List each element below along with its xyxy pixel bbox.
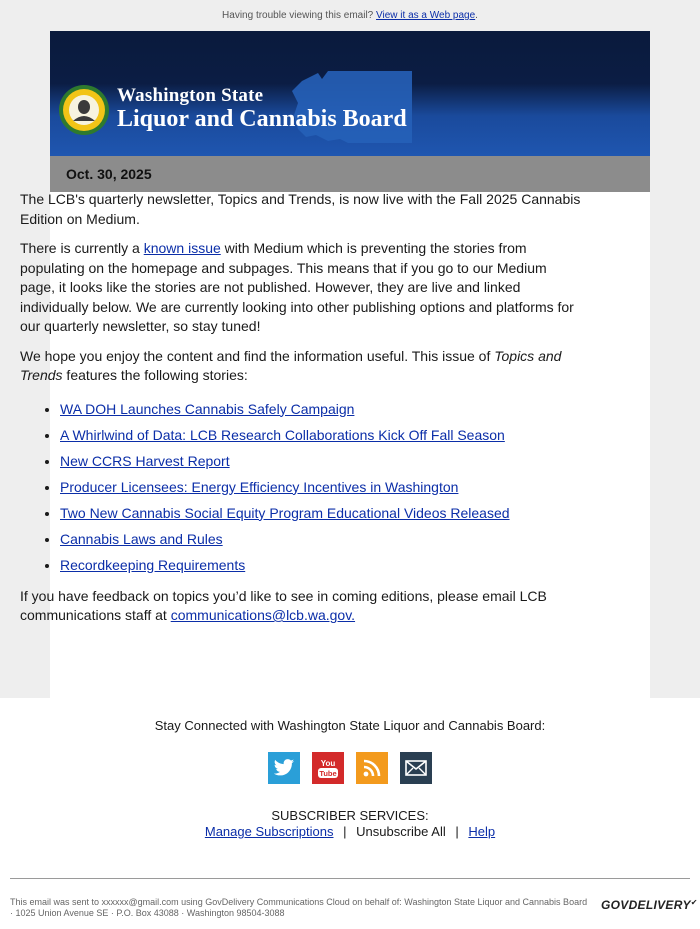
youtube-button[interactable] — [312, 752, 344, 784]
known-issue-paragraph — [20, 239, 585, 337]
social-icons — [0, 752, 700, 784]
separator: | — [455, 824, 459, 839]
list-item — [60, 556, 585, 575]
rss-button[interactable] — [356, 752, 388, 784]
list-item — [60, 478, 585, 497]
list-item — [60, 426, 585, 445]
subscriber-links — [0, 824, 700, 839]
footer-divider — [10, 878, 690, 879]
washington-state-seal-icon — [58, 84, 110, 136]
view-web-page-link[interactable]: View it as a Web page — [376, 10, 476, 21]
story-link-ccrs-harvest[interactable]: New CCRS Harvest Report — [60, 452, 230, 469]
paragraph-text: features the following stories: — [62, 367, 248, 383]
header-banner — [50, 31, 650, 156]
stories-intro-paragraph — [20, 347, 585, 386]
youtube-icon — [315, 755, 341, 781]
list-item — [60, 504, 585, 523]
unsubscribe-all-link[interactable]: Unsubscribe All — [356, 824, 446, 839]
footer-text: This email was sent to xxxxxx@gmail.com using GovDelivery Communications Cloud on behalf of: Washington State Liquor and Cannabis Board · 1025 Union Avenue SE · P.O. Box 43088 · Washington 98504-3088 — [10, 897, 588, 918]
story-link-social-equity-videos[interactable]: Two New Cannabis Social Equity Program Educational Videos Released — [60, 504, 510, 521]
email-body — [20, 190, 585, 636]
paragraph-text: with Medium which is preventing the stories from populating on the homepage and subpages. This means that if you go to our Medium page, it looks like the stories are not published. However, they are live and linked individually below. We are currently looking into other publishing options and platforms for our quarterly newsletter, so stay tuned! — [20, 240, 574, 334]
govdelivery-mark-icon: ✔ — [690, 898, 698, 907]
paragraph-text: There is currently a — [20, 240, 144, 256]
email-button[interactable] — [400, 752, 432, 784]
youtube-text-top: You — [320, 759, 336, 768]
org-name-line2: Liquor and Cannabis Board — [117, 106, 407, 132]
newsletter-name: Topics and Trends — [20, 347, 562, 383]
email-icon — [405, 759, 427, 777]
govdelivery-logo — [601, 898, 698, 912]
twitter-button[interactable] — [268, 752, 300, 784]
manage-subscriptions-link[interactable]: Manage Subscriptions — [204, 824, 334, 839]
preheader-text: Having trouble viewing this email? — [222, 10, 374, 21]
story-link-laws-rules[interactable]: Cannabis Laws and Rules — [60, 530, 223, 547]
stories-list — [60, 400, 585, 575]
youtube-text-bottom: Tube — [319, 769, 337, 778]
paragraph-text: We hope you enjoy the content and find the information useful. This issue of — [20, 347, 495, 364]
twitter-icon — [273, 758, 295, 778]
communications-email-link[interactable]: communications@lcb.wa.gov. — [170, 607, 356, 623]
subscriber-services-title: SUBSCRIBER SERVICES: — [271, 808, 429, 823]
help-link[interactable]: Help — [468, 824, 496, 839]
paragraph-text: If you have feedback on topics you’d like to see in coming editions, please email LCB communications staff at — [20, 587, 547, 623]
list-item — [60, 530, 585, 549]
govdelivery-logo-text: GOVDELIVERY — [601, 898, 691, 912]
rss-icon — [362, 758, 382, 778]
story-link-doh-campaign[interactable]: WA DOH Launches Cannabis Safely Campaign — [60, 400, 355, 417]
org-name-line1: Washington State — [117, 85, 264, 106]
separator: | — [343, 824, 347, 839]
list-item — [60, 400, 585, 419]
list-item — [60, 452, 585, 471]
stay-connected-title: Stay Connected with Washington State Liquor and Cannabis Board: — [154, 718, 546, 733]
issue-date: Oct. 30, 2025 — [50, 156, 650, 192]
story-link-recordkeeping[interactable]: Recordkeeping Requirements — [60, 556, 246, 573]
intro-paragraph: The LCB's quarterly newsletter, Topics and Trends, is now live with the Fall 2025 Cannabis Edition on Medium. — [20, 191, 581, 227]
preheader — [0, 10, 700, 21]
preheader-end: . — [475, 10, 478, 21]
story-link-research-collaborations[interactable]: A Whirlwind of Data: LCB Research Collaborations Kick Off Fall Season — [60, 426, 505, 443]
story-link-energy-efficiency[interactable]: Producer Licensees: Energy Efficiency Incentives in Washington — [60, 478, 459, 495]
feedback-paragraph — [20, 587, 585, 626]
known-issue-link[interactable]: known issue — [143, 240, 221, 256]
